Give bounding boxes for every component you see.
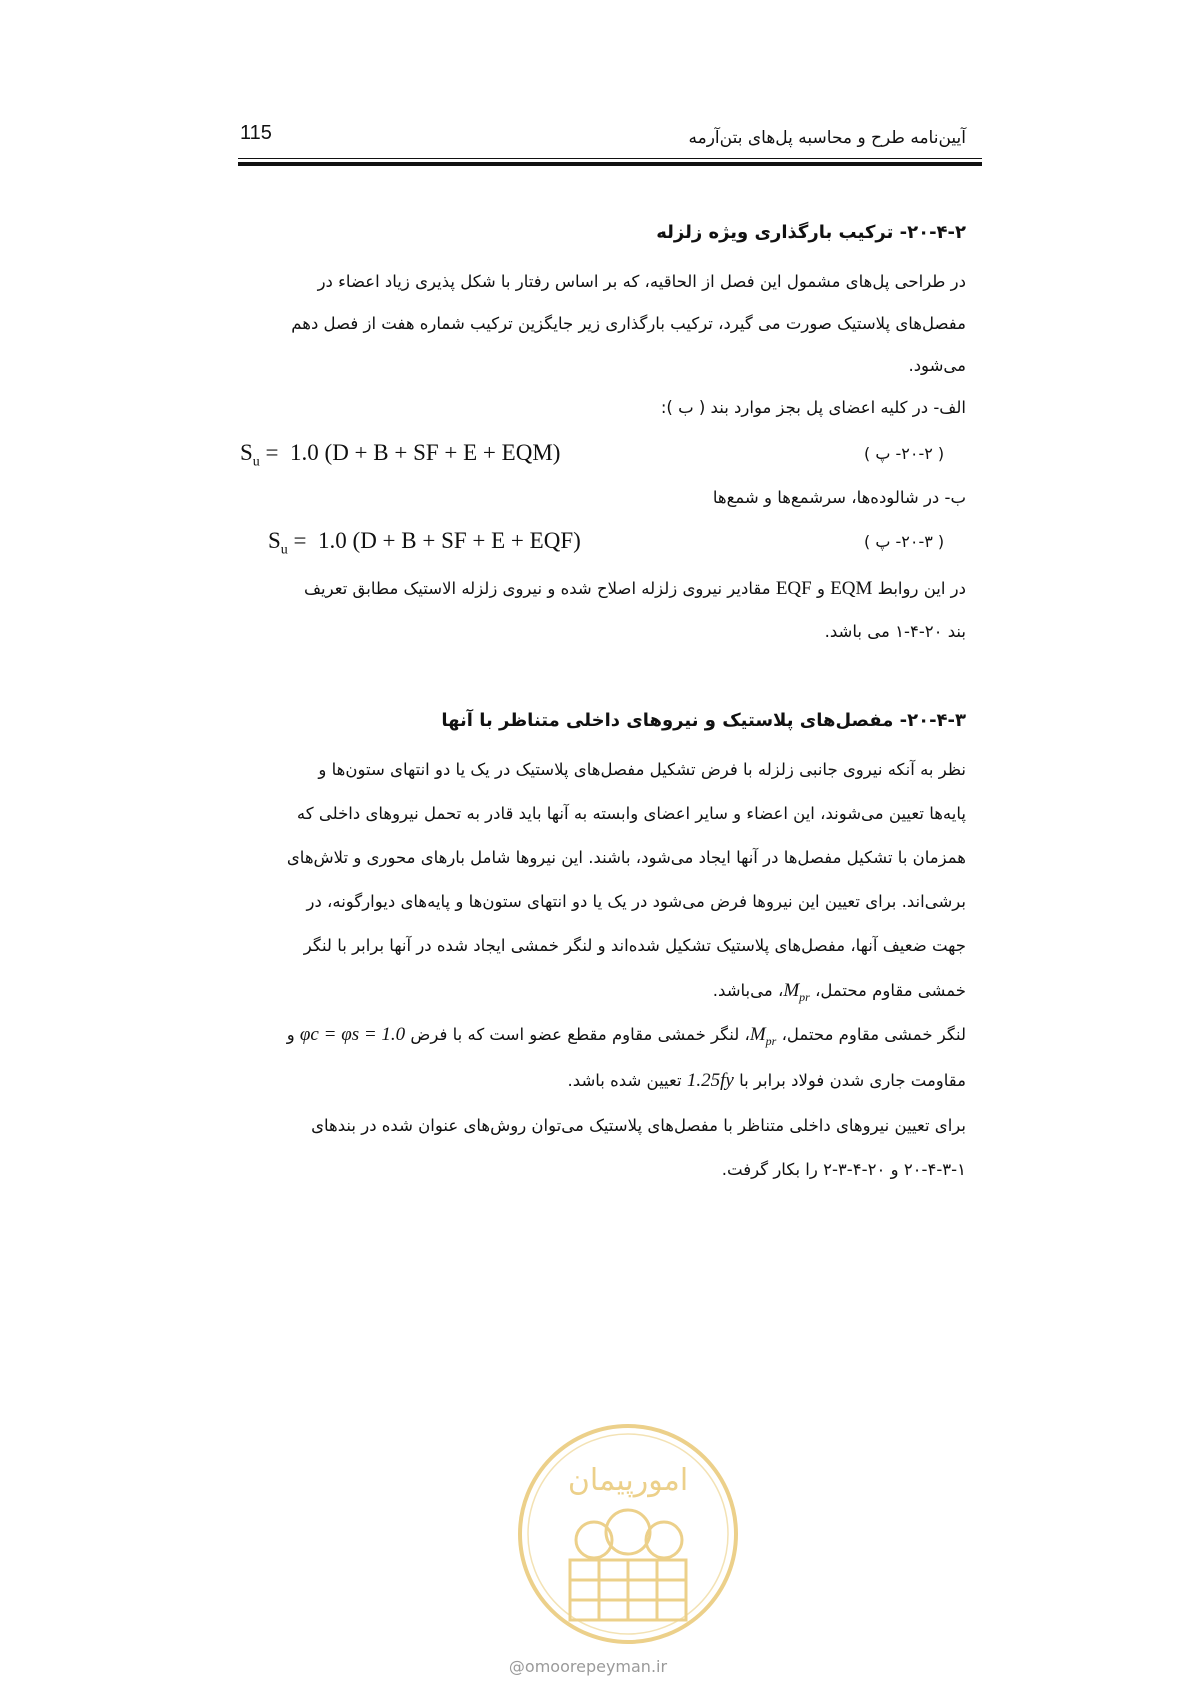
formula-lhs-subscript: u bbox=[280, 542, 288, 558]
text: لنگر خمشی مقاوم محتمل، bbox=[781, 1025, 966, 1044]
eqm-symbol: EQM bbox=[830, 578, 873, 599]
header-rule-thin bbox=[238, 158, 982, 159]
text: ، می‌باشد. bbox=[712, 981, 784, 1000]
paragraph-line bbox=[287, 1024, 966, 1049]
paragraph-line: می‌شود. bbox=[908, 356, 966, 375]
text: ، لنگر خمشی مقاوم مقطع عضو است که با فرض bbox=[410, 1025, 750, 1044]
page-number: 115 bbox=[240, 122, 272, 144]
paragraph-line: نظر به آنکه نیروی جانبی زلزله با فرض تشکیل مفصل‌های پلاستیک در یک یا دو انتهای ستون‌ها و bbox=[318, 760, 966, 779]
text: خمشی مقاوم محتمل، bbox=[815, 981, 966, 1000]
paragraph-line: بند ۲۰-۴-۱ می باشد. bbox=[824, 622, 966, 641]
formula-lhs: S bbox=[240, 440, 253, 465]
paragraph-line: در طراحی پل‌های مشمول این فصل از الحاقیه، که بر اساس رفتار با شکل پذیری زیاد اعضاء در bbox=[317, 272, 966, 291]
equation-number-b: ( ۲۰-۳- پ ) bbox=[864, 532, 945, 551]
text: مقاومت جاری شدن فولاد برابر با bbox=[739, 1071, 966, 1090]
list-item-b: ب- در شالوده‌ها، سرشمع‌ها و شمع‌ها bbox=[712, 488, 966, 507]
formula-a-rhs: 1.0 (D + B + SF + E + EQM) bbox=[290, 440, 561, 465]
watermark-seal-logo bbox=[514, 1420, 742, 1648]
paragraph-line: برشی‌اند. برای تعیین این نیروها فرض می‌شود در یک یا دو انتهای ستون‌ها و پایه‌های دیوارگونه، در bbox=[306, 892, 966, 911]
list-item-a: الف- در کلیه اعضای پل بجز موارد بند ( ب ): bbox=[660, 398, 966, 417]
paragraph-line: ۲۰-۴-۳-۱ و ۲۰-۴-۳-۲ را بکار گرفت. bbox=[721, 1160, 966, 1179]
note-text-end: مقادیر نیروی زلزله اصلاح شده و نیروی زلزله الاستیک مطابق تعریف bbox=[303, 579, 771, 598]
section-heading-seismic-load-combination: ۲۰-۴-۲- ترکیب بارگذاری ویژه زلزله bbox=[656, 222, 966, 243]
fy-symbol: 1.25fy bbox=[686, 1070, 734, 1091]
running-header-title: آیین‌نامه طرح و محاسبه پل‌های بتن‌آرمه bbox=[688, 128, 966, 148]
paragraph-line: برای تعیین نیروهای داخلی متناظر با مفصل‌های پلاستیک می‌توان روش‌های عنوان شده در بندهای bbox=[311, 1116, 966, 1135]
formula-lhs: S bbox=[268, 528, 281, 553]
formula-a: $S_u = 1.0$ (D + B + SF + E + EQM) bbox=[240, 440, 561, 470]
mpr-symbol: $M_{pr}$ bbox=[749, 1024, 777, 1048]
paragraph-line: جهت ضعیف آنها، مفصل‌های پلاستیک تشکیل شده‌اند و لنگر خمشی ایجاد شده در آنها برابر با لنگر bbox=[303, 936, 966, 955]
paragraph-line bbox=[568, 1070, 966, 1092]
paragraph-line: همزمان با تشکیل مفصل‌ها در آنها ایجاد می‌شود، باشند. این نیروها شامل بارهای محوری و تلاش‌های bbox=[286, 848, 966, 867]
phi-formula: φc = φs = 1.0 bbox=[299, 1024, 406, 1045]
formula-b: $S_u = 1.0$ (D + B + SF + E + EQF) bbox=[268, 528, 581, 558]
equation-number-a: ( ۲۰-۲- پ ) bbox=[864, 444, 945, 463]
eqf-symbol: EQF bbox=[775, 578, 812, 599]
note-and: و bbox=[816, 579, 825, 598]
text: تعیین شده باشد. bbox=[567, 1071, 682, 1090]
formula-b-rhs: 1.0 (D + B + SF + E + EQF) bbox=[318, 528, 581, 553]
paragraph-line: پایه‌ها تعیین می‌شوند، این اعضاء و سایر اعضای وابسته به آنها باید قادر به تحمل نیروهای داخلی که bbox=[296, 804, 966, 823]
paragraph-line: مفصل‌های پلاستیک صورت می گیرد، ترکیب بارگذاری زیر جایگزین ترکیب شماره هفت از فصل دهم bbox=[291, 314, 966, 333]
watermark-url: @omoorepeyman.ir bbox=[508, 1657, 668, 1676]
mpr-symbol: $M_{pr}$ bbox=[783, 980, 810, 1004]
formula-lhs-subscript: u bbox=[252, 454, 260, 470]
paragraph-line bbox=[713, 980, 966, 1005]
header-rule-thick bbox=[238, 162, 982, 166]
section-heading-plastic-hinges: ۲۰-۴-۳- مفصل‌های پلاستیک و نیروهای داخلی متناظر با آنها bbox=[441, 710, 966, 731]
paragraph-line bbox=[304, 578, 966, 600]
note-text-start: در این روابط bbox=[877, 579, 966, 598]
svg-text:امورپیمان: امورپیمان bbox=[567, 1463, 689, 1498]
text: و bbox=[286, 1025, 295, 1044]
